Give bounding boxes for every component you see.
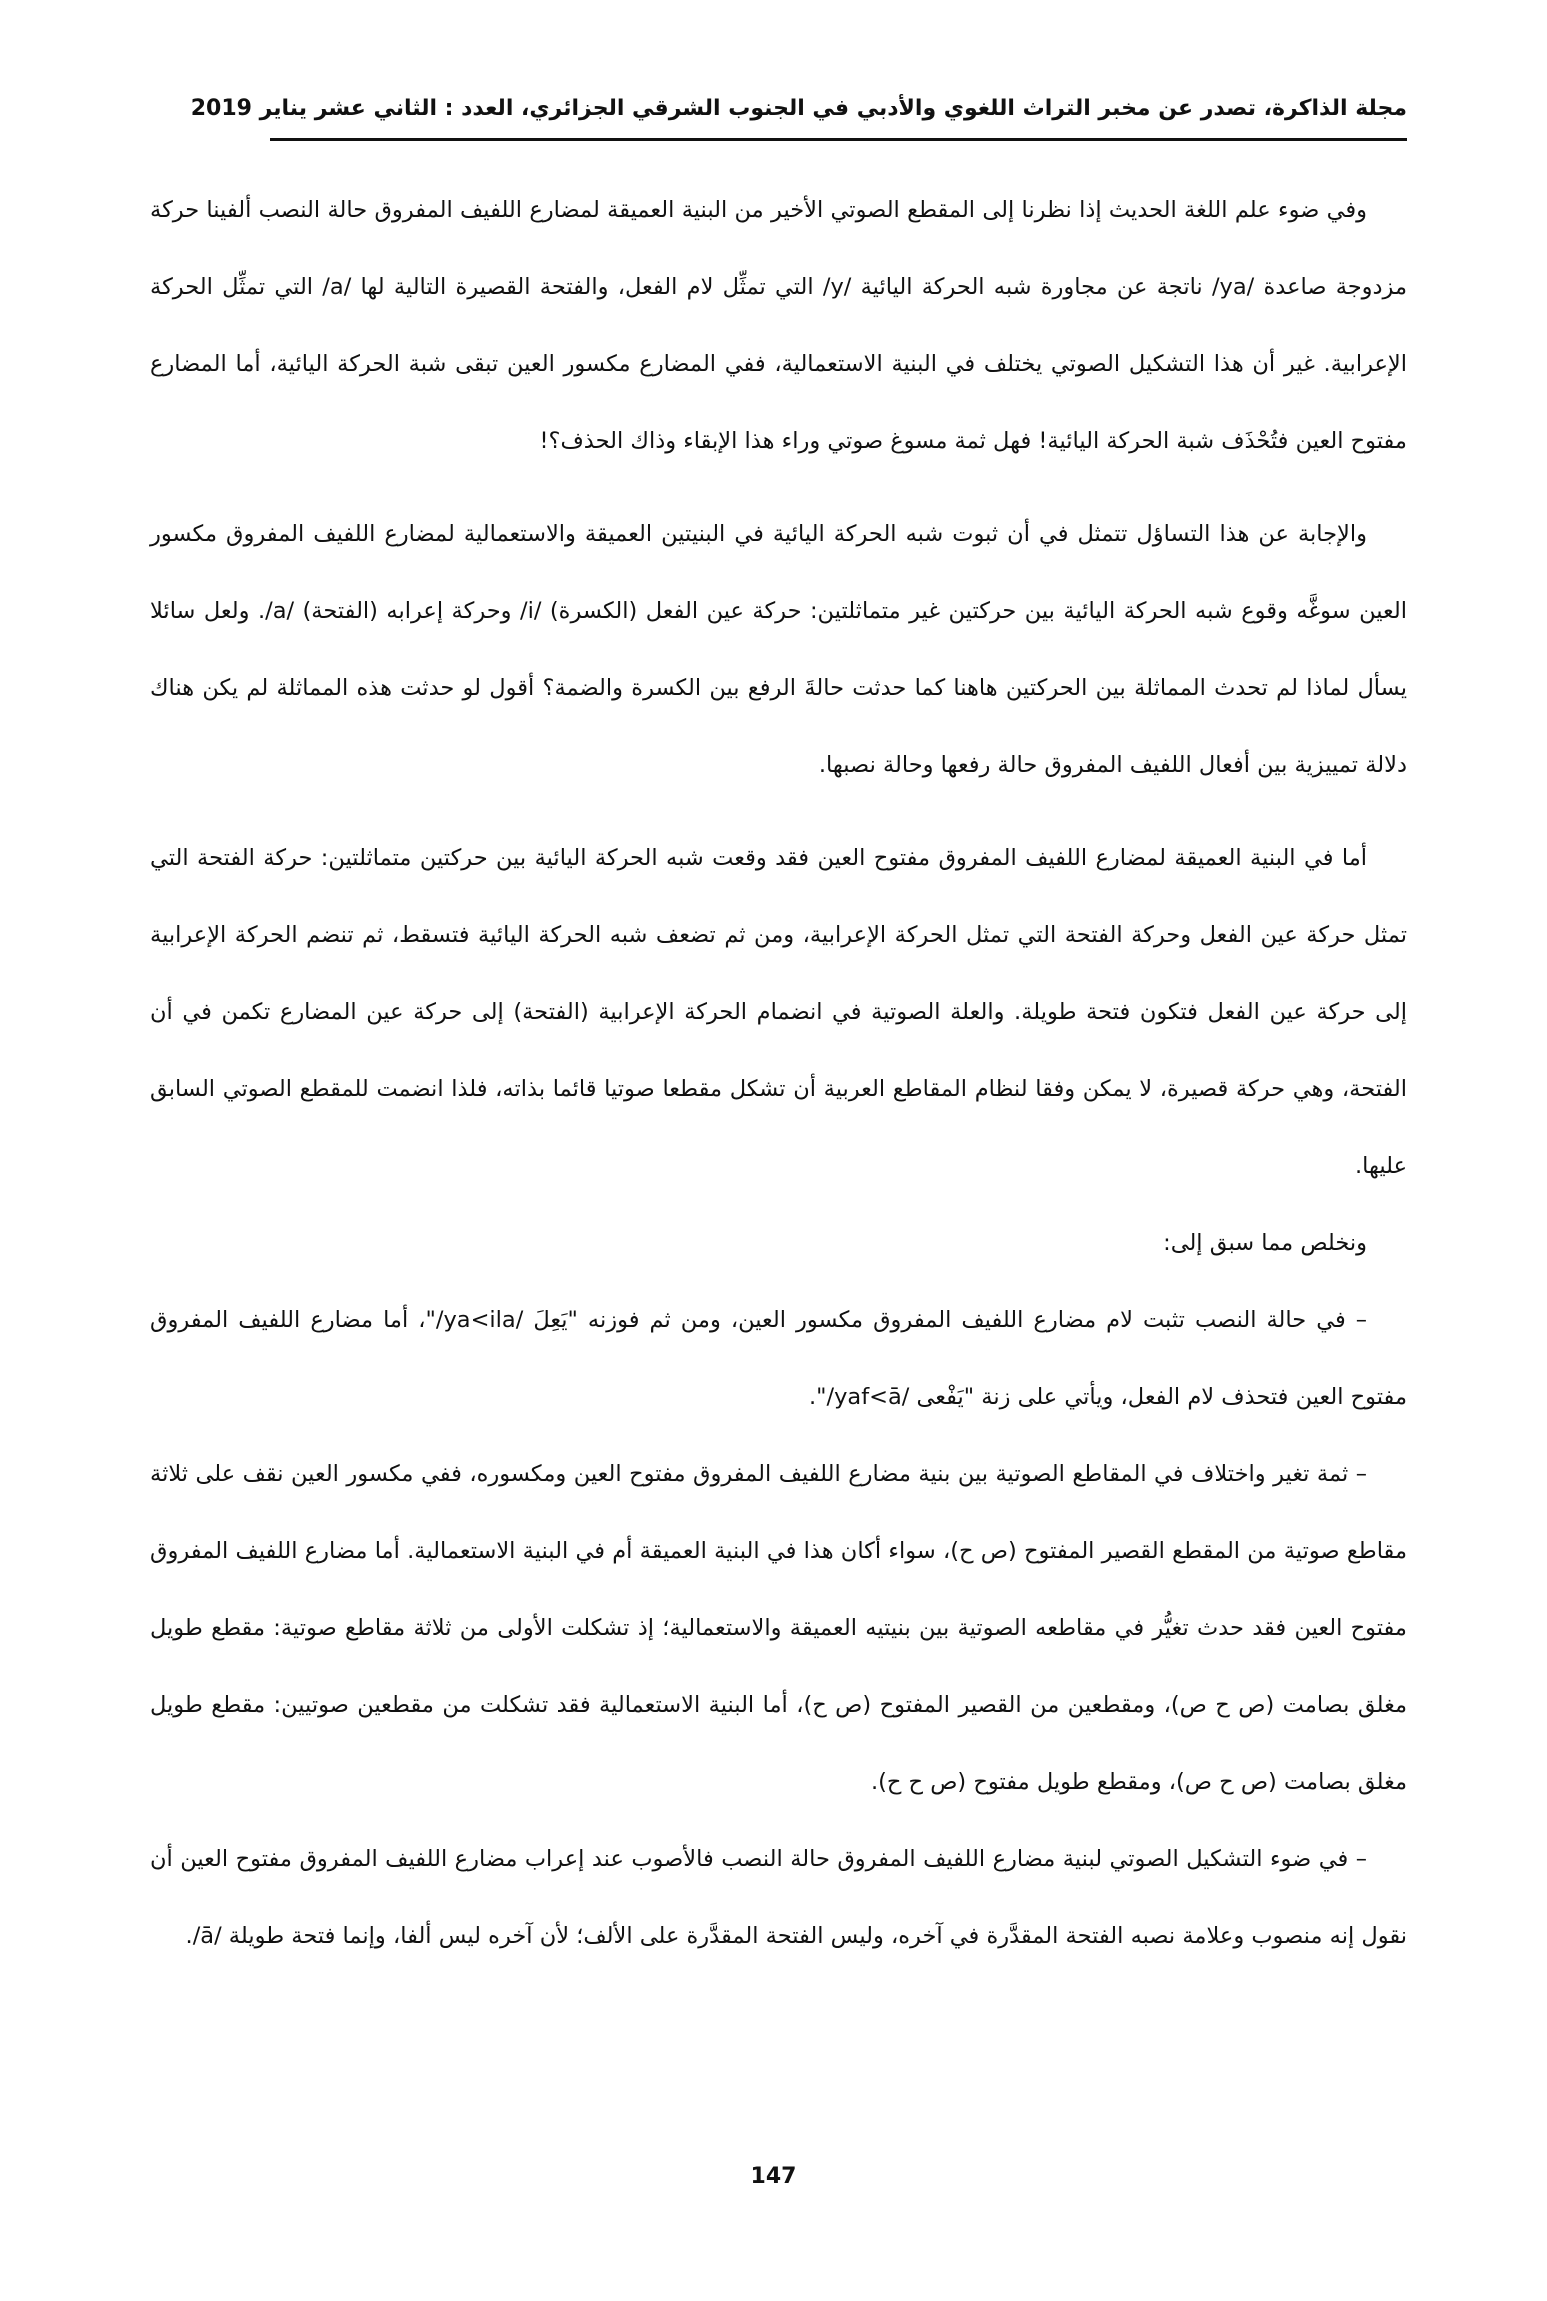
- paragraph: والإجابة عن هذا التساؤل تتمثل في أن ثبوت شبه الحركة اليائية في البنيتين العميقة والاستعمالية لمضارع اللفيف المفروق مكسور العين سوغَّه وقوع شبه الحركة اليائية بين حركتين غير متماثلتين: حركة عين الفعل (الكسرة) /i/ وحركة إعرابه (الفتحة) /a/. ولعل سائلا يسأل لماذا لم تحدث المماثلة بين الحركتين هاهنا كما حدثت حالةَ الرفع بين الكسرة والضمة؟ أقول لو حدثت هذه المماثلة لم يكن هناك دلالة تمييزية بين أفعال اللفيف المفروق حالة رفعها وحالة نصبها.: [150, 521, 1407, 778]
- page-number: 147: [750, 2164, 797, 2189]
- running-header: [190, 78, 1407, 141]
- conclusion-point: – في حالة النصب تثبت لام مضارع اللفيف المفروق مكسور العين، ومن ثم فوزنه "يَعِلَ /ya<ila/"، أما مضارع اللفيف المفروق مفتوح العين فتحذف لام الفعل، ويأتي على زنة "يَفْعى /yaf<ā/".: [150, 1307, 1407, 1410]
- conclusion-intro: ونخلص مما سبق إلى:: [1163, 1230, 1367, 1256]
- journal-header-title: مجلة الذاكرة، تصدر عن مخبر التراث اللغوي والأدبي في الجنوب الشرقي الجزائري، العدد : الثاني عشر يناير 2019: [190, 95, 1407, 121]
- paragraph: وفي ضوء علم اللغة الحديث إذا نظرنا إلى المقطع الصوتي الأخير من البنية العميقة لمضارع اللفيف المفروق حالة النصب ألفينا حركة مزدوجة صاعدة /ya/ ناتجة عن مجاورة شبه الحركة اليائية /y/ التي تمثِّل لام الفعل، والفتحة القصيرة التالية لها /a/ التي تمثِّل الحركة الإعرابية. غير أن هذا التشكيل الصوتي يختلف في البنية الاستعمالية، ففي المضارع مكسور العين تبقى شبة الحركة اليائية، أما المضارع مفتوح العين فتُحْذَف شبة الحركة اليائية! فهل ثمة مسوغ صوتي وراء هذا الإبقاء وذاك الحذف؟!: [150, 197, 1408, 454]
- article-body: [150, 172, 1407, 1975]
- conclusion-point: – ثمة تغير واختلاف في المقاطع الصوتية بين بنية مضارع اللفيف المفروق مفتوح العين ومكسوره، ففي مكسور العين نقف على ثلاثة مقاطع صوتية من المقطع القصير المفتوح (ص ح)، سواء أكان هذا في البنية العميقة أم في البنية الاستعمالية. أما مضارع اللفيف المفروق مفتوح العين فقد حدث تغيُّر في مقاطعه الصوتية بين بنيتيه العميقة والاستعمالية؛ إذ تشكلت الأولى من ثلاثة مقاطع صوتية: مقطع طويل مغلق بصامت (ص ح ص)، ومقطعين من القصير المفتوح (ص ح)، أما البنية الاستعمالية فقد تشكلت من مقطعين صوتيين: مقطع طويل مغلق بصامت (ص ح ص)، ومقطع طويل مفتوح (ص ح ح).: [150, 1461, 1407, 1795]
- paragraph: أما في البنية العميقة لمضارع اللفيف المفروق مفتوح العين فقد وقعت شبه الحركة اليائية بين حركتين متماثلتين: حركة الفتحة التي تمثل حركة عين الفعل وحركة الفتحة التي تمثل الحركة الإعرابية، ومن ثم تضعف شبه الحركة اليائية فتسقط، ثم تنضم الحركة الإعرابية إلى حركة عين الفعل فتكون فتحة طويلة. والعلة الصوتية في انضمام الحركة الإعرابية (الفتحة) إلى حركة عين المضارع تكمن في أن الفتحة، وهي حركة قصيرة، لا يمكن وفقا لنظام المقاطع العربية أن تشكل مقطعا صوتيا قائما بذاته، فلذا انضمت للمقطع الصوتي السابق عليها.: [150, 845, 1407, 1179]
- conclusion-point: – في ضوء التشكيل الصوتي لبنية مضارع اللفيف المفروق حالة النصب فالأصوب عند إعراب مضارع اللفيف المفروق مفتوح العين أن نقول إنه منصوب وعلامة نصبه الفتحة المقدَّرة في آخره، وليس الفتحة المقدَّرة على الألف؛ لأن آخره ليس ألفا، وإنما فتحة طويلة /ā/.: [150, 1846, 1407, 1949]
